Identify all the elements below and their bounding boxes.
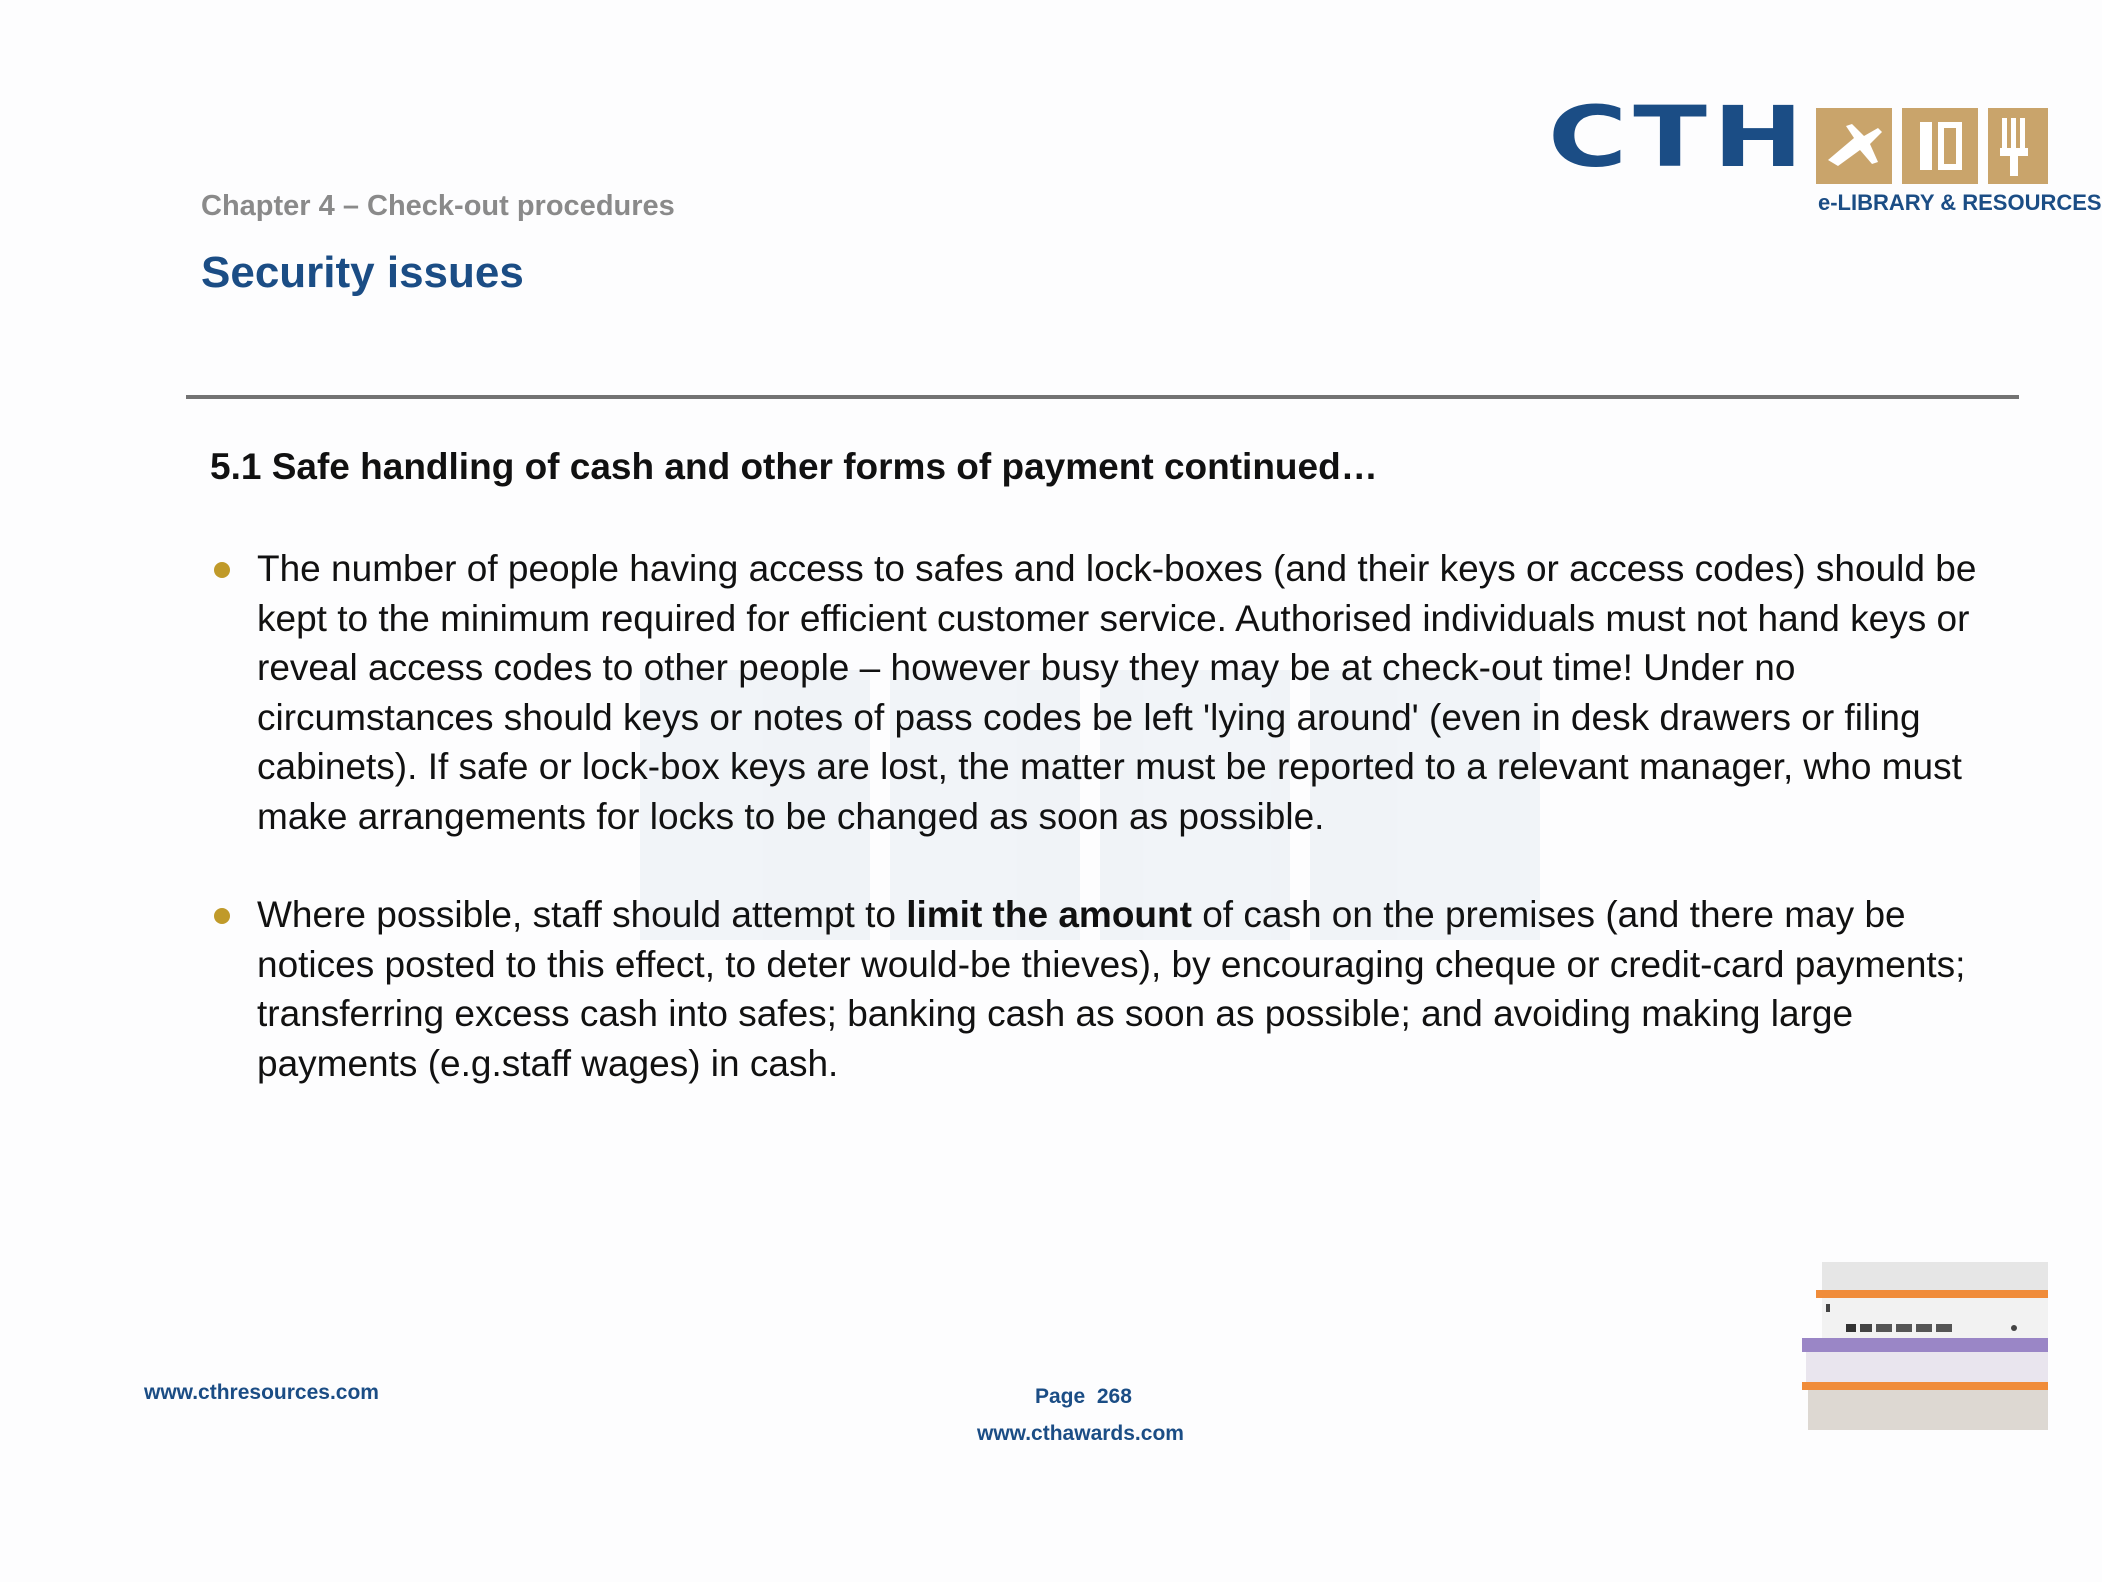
bullet-text: The number of people having access to safes and lock-boxes (and their keys or access codes) should be kept to the minimum required for efficient customer service. Authorised individuals must not hand keys or reveal access codes to other people – however busy they may be at check-out time! Under no circumstances should keys or notes of pass codes be left 'lying around' (even in desk drawers or filing cabinets). If safe or lock-box keys are lost, the matter must be reported to a relevant manager, who must make arrangements for locks to be changed as soon as possible. bbox=[257, 548, 1977, 837]
logo-subtitle: e-LIBRARY & RESOURCES bbox=[1818, 190, 2102, 215]
page-title: Security issues bbox=[201, 248, 524, 297]
chapter-label: Chapter 4 – Check-out procedures bbox=[201, 190, 675, 222]
footer-awards-link[interactable]: www.cthawards.com bbox=[977, 1422, 1184, 1445]
bold-emphasis: limit the amount bbox=[906, 894, 1192, 935]
logo-tiles-icon bbox=[1816, 108, 2048, 184]
bullet-text: Where possible, staff should attempt to limit the amount of cash on the premises (and there may be notices posted to this effect, to deter would-be thieves), by encouraging cheque or credit-card payments; transferring excess cash into safes; banking cash as soon as possible; and avoiding making large payments (e.g.staff wages) in cash. bbox=[257, 894, 1966, 1084]
logo-wordmark: CTH bbox=[1548, 88, 1810, 187]
page-number: Page 268 bbox=[1035, 1385, 1132, 1408]
bullet-item bbox=[210, 544, 2010, 841]
bullet-dot-icon bbox=[214, 908, 230, 924]
header-divider bbox=[186, 395, 2019, 399]
bullet-list bbox=[210, 544, 2010, 1137]
bullet-item bbox=[210, 890, 2010, 1088]
cth-logo bbox=[1548, 88, 2102, 226]
footer-resources-link[interactable]: www.cthresources.com bbox=[144, 1381, 379, 1404]
bullet-dot-icon bbox=[214, 562, 230, 578]
device-image bbox=[1802, 1262, 2048, 1432]
section-heading: 5.1 Safe handling of cash and other forms of payment continued… bbox=[210, 446, 1378, 487]
